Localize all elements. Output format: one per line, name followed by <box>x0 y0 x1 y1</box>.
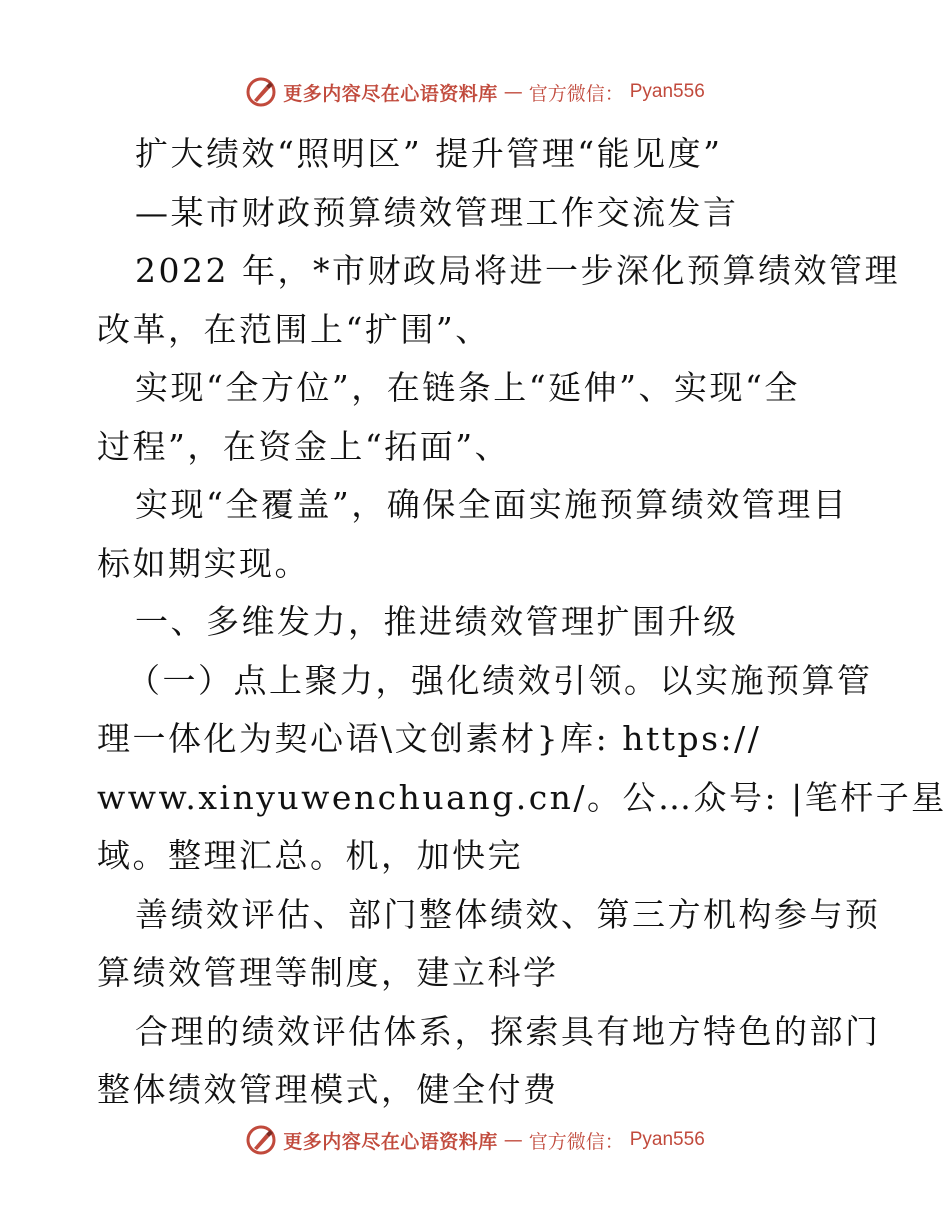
document-title: 扩大绩效“照明区” 提升管理“能见度” <box>135 134 723 173</box>
document-body <box>97 125 947 1120</box>
document-subtitle: —某市财政预算绩效管理工作交流发言 <box>135 192 739 232</box>
watermark-wechat-label: 官方微信： <box>528 82 624 105</box>
watermark-separator: — <box>503 1129 523 1151</box>
watermark-wechat-id: Pyan556 <box>629 1129 705 1150</box>
watermark-separator: — <box>503 81 523 103</box>
watermark-text: 更多内容尽在心语资料库 <box>283 1130 498 1153</box>
paragraph-line: 理一体化为契心语\文创素材}库: https:// <box>97 719 762 758</box>
paragraph-line: （一）点上聚力，强化绩效引领。以实施预算管 <box>127 660 873 700</box>
pen-logo-icon <box>245 1124 277 1156</box>
paragraph-line: 域。整理汇总。机，加快完 <box>97 836 523 875</box>
pen-logo-icon <box>245 76 277 108</box>
paragraph-line: 改革，在范围上“扩围”、 <box>97 309 491 349</box>
paragraph-line: 善绩效评估、部门整体绩效、第三方机构参与预 <box>135 894 881 934</box>
footer-watermark <box>0 1120 950 1160</box>
paragraph-line: 合理的绩效评估体系，探索具有地方特色的部门 <box>135 1011 881 1051</box>
paragraph-line: 算绩效管理等制度，建立科学 <box>97 953 559 992</box>
paragraph-line: 实现“全覆盖”，确保全面实施预算绩效管理目 <box>135 485 849 524</box>
paragraph-line: 整体绩效管理模式，健全付费 <box>97 1070 559 1109</box>
watermark-text: 更多内容尽在心语资料库 <box>283 82 498 105</box>
paragraph-line: 2022 年，*市财政局将进一步深化预算绩效管理 <box>135 251 900 290</box>
paragraph-line: 过程”，在资金上“拓面”、 <box>97 426 511 466</box>
header-watermark <box>0 72 950 112</box>
paragraph-line: 标如期实现。 <box>97 543 310 583</box>
section-heading: 一、多维发力，推进绩效管理扩围升级 <box>135 602 739 641</box>
watermark-wechat-id: Pyan556 <box>629 81 705 102</box>
paragraph-line: www.xinyuwenchuang.cn/。公…众号: |笔杆子星 <box>97 777 947 817</box>
paragraph-line: 实现“全方位”，在链条上“延伸”、实现“全 <box>135 368 800 407</box>
watermark-wechat-label: 官方微信： <box>528 1130 624 1153</box>
